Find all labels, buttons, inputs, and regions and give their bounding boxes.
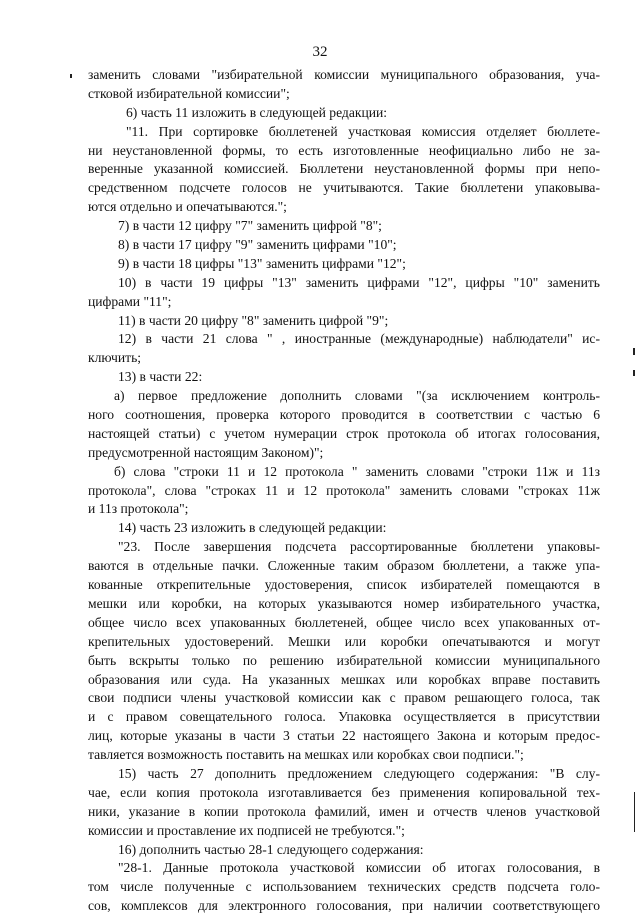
- text-line: б) слова "строки 11 и 12 протокола " заменить словами "строки 11ж и 11з: [114, 463, 600, 479]
- text-line: образования или суда. На указанных мешках или коробках вправе поставить: [88, 671, 600, 687]
- text-line: ключить;: [88, 350, 142, 366]
- text-line: 15) часть 27 дополнить предложением следующего содержания: "В слу-: [118, 765, 600, 781]
- text-line: кованные открепительные удостоверения, список избирателей помещаются в: [88, 577, 600, 593]
- text-line: комиссии и проставление их подписей не требуются.";: [88, 822, 405, 838]
- text-line: и с правом совещательного голоса. Упаковка осуществляется в присутствии: [88, 709, 600, 725]
- text-line: заменить словами "избирательной комиссии муниципального образования, уча-: [88, 67, 600, 82]
- text-line: общее число всех упакованных бюллетеней, общее число всех упакованных от-: [88, 614, 600, 630]
- text-line: предусмотренной настоящим Законом)";: [88, 444, 324, 460]
- scan-mark: [633, 370, 635, 376]
- text-line: 9) в части 18 цифры "13" заменить цифрами "12";: [118, 255, 406, 271]
- text-line: крепительных удостоверений. Мешки или коробки опечатываются и могут: [88, 633, 600, 649]
- text-line: "11. При сортировке бюллетеней участковая комиссия отделяет бюллете-: [126, 123, 600, 139]
- text-line: и 11з протокола";: [88, 501, 189, 517]
- text-line: 13) в части 22:: [118, 369, 203, 385]
- text-line: "28-1. Данные протокола участковой комиссии об итогах голосования, в: [118, 860, 600, 876]
- text-line: 16) дополнить частью 28-1 следующего содержания:: [118, 841, 424, 857]
- text-line: лиц, которые указаны в части 3 статьи 22 настоящего Закона и которым предос-: [88, 728, 600, 744]
- document-body: [88, 66, 600, 916]
- text-line: средственном подсчете голосов не учитываются. Такие бюллетени упаковыва-: [88, 180, 600, 196]
- text-line: 7) в части 12 цифру "7" заменить цифрой "8";: [118, 218, 382, 234]
- text-line: 10) в части 19 цифры "13" заменить цифрами "12", цифры "10" заменить: [118, 274, 600, 290]
- text-line: веренные указанной комиссией. Бюллетени неустановленной формы при непо-: [88, 161, 600, 177]
- text-line: 8) в части 17 цифру "9" заменить цифрами "10";: [118, 237, 397, 253]
- text-line: стковой избирательной комиссии";: [88, 85, 290, 101]
- text-line: том числе полученные с использованием технических средств подсчета голо-: [88, 879, 600, 895]
- text-line: "23. После завершения подсчета рассортированные бюллетени упаковы-: [118, 539, 600, 555]
- text-line: 6) часть 11 изложить в следующей редакции:: [126, 104, 388, 120]
- text-line: мешки или коробки, на которых указываются номер избирательного участка,: [88, 595, 600, 611]
- text-line: ваются в отдельные пачки. Сложенные таким образом бюллетени, а также упа-: [88, 558, 600, 574]
- text-line: цифрами "11";: [88, 293, 172, 309]
- text-line: тавляется возможность поставить на мешках или коробках свои подписи.";: [88, 747, 524, 763]
- text-line: ются отдельно и опечатываются.";: [88, 199, 287, 215]
- text-line: чае, если копия протокола изготавливается без применения копировальной тех-: [88, 784, 600, 800]
- text-line: настоящей статьи) с учетом нумерации строк протокола об итогах голосования,: [88, 425, 600, 441]
- text-line: 11) в части 20 цифру "8" заменить цифрой "9";: [118, 312, 389, 328]
- text-line: быть вскрыты только по решению избирательной комиссии муниципального: [88, 652, 600, 668]
- text-line: ни неустановленной формы, то есть изготовленные неофициально либо не за-: [88, 142, 600, 158]
- text-line: сов, комплексов для электронного голосования, при наличии соответствующего: [88, 898, 600, 914]
- scan-mark: [70, 74, 72, 78]
- text-line: свои подписи члены участковой комиссии как с правом решающего голоса, так: [88, 690, 600, 706]
- text-line: 14) часть 23 изложить в следующей редакции:: [118, 520, 387, 536]
- text-line: ники, указание в копии протокола фамилий, имен и отчеств членов участковой: [88, 803, 600, 819]
- page-number: 32: [312, 44, 328, 60]
- text-line: ного соотношения, проверка которого проводится в соответствии с частью 6: [88, 407, 600, 423]
- scan-mark: [634, 792, 635, 832]
- scan-mark: [633, 348, 635, 355]
- text-line: протокола", слова "строках 11 и 12 протокола" заменить словами "строках 11ж: [88, 482, 600, 498]
- text-line: 12) в части 21 слова " , иностранные (международные) наблюдатели" ис-: [118, 331, 600, 347]
- text-line: а) первое предложение дополнить словами "(за исключением контроль-: [114, 388, 600, 404]
